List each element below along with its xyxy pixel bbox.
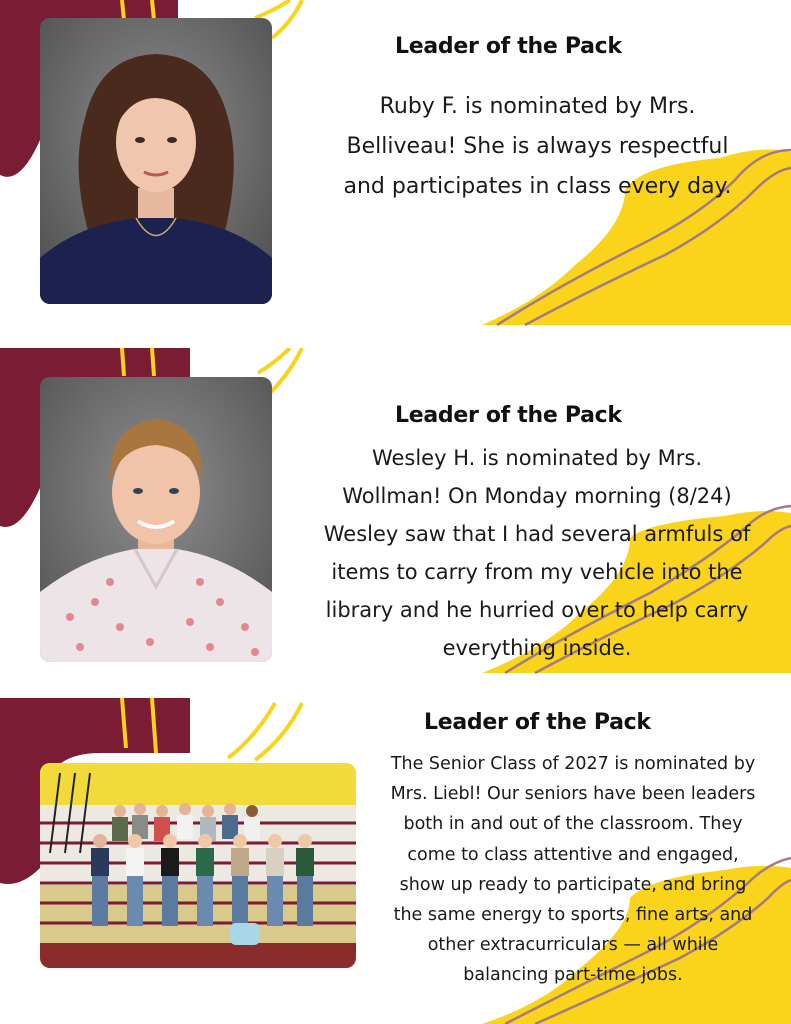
- senior-class-group-photo: [40, 763, 356, 968]
- text-line: everything inside.: [442, 636, 632, 660]
- text-line: the same energy to sports, fine arts, and: [393, 905, 753, 926]
- text-line: library and he hurried over to help carry: [325, 598, 749, 622]
- text-line: Wesley H. is nominated by Mrs.: [371, 446, 703, 470]
- text-line: Ruby F. is nominated by Mrs.: [379, 94, 696, 119]
- text-line: show up ready to participate, and bring: [399, 874, 747, 895]
- text-line: The Senior Class of 2027 is nominated by: [390, 754, 756, 774]
- nomination-heading-1: Leader of the Pack: [395, 34, 622, 59]
- text-line: other extracurriculars — all while: [427, 935, 719, 956]
- student-portrait-boy: [40, 377, 272, 662]
- nomination-text-1: [305, 87, 770, 207]
- text-line: both in and out of the classroom. They: [403, 814, 743, 835]
- nomination-text-3: [366, 749, 780, 991]
- text-line: Mrs. Liebl! Our seniors have been leaders: [390, 784, 756, 805]
- nomination-heading-3: Leader of the Pack: [424, 710, 651, 735]
- text-line: Wollman! On Monday morning (8/24): [342, 484, 732, 508]
- text-line: and participates in class every day.: [343, 174, 732, 199]
- nomination-section-3: [0, 698, 791, 1024]
- student-portrait-girl: [40, 18, 272, 304]
- text-line: balancing part-time jobs.: [463, 965, 683, 986]
- text-line: Wesley saw that I had several armfuls of: [323, 522, 751, 546]
- text-line: items to carry from my vehicle into the: [331, 560, 743, 584]
- nomination-section-2: [0, 348, 791, 678]
- text-line: come to class attentive and engaged,: [407, 844, 739, 865]
- nomination-heading-2: Leader of the Pack: [395, 403, 622, 428]
- text-line: Belliveau! She is always respectful: [346, 134, 729, 159]
- nomination-text-2: [295, 439, 779, 667]
- nomination-section-1: [0, 0, 791, 330]
